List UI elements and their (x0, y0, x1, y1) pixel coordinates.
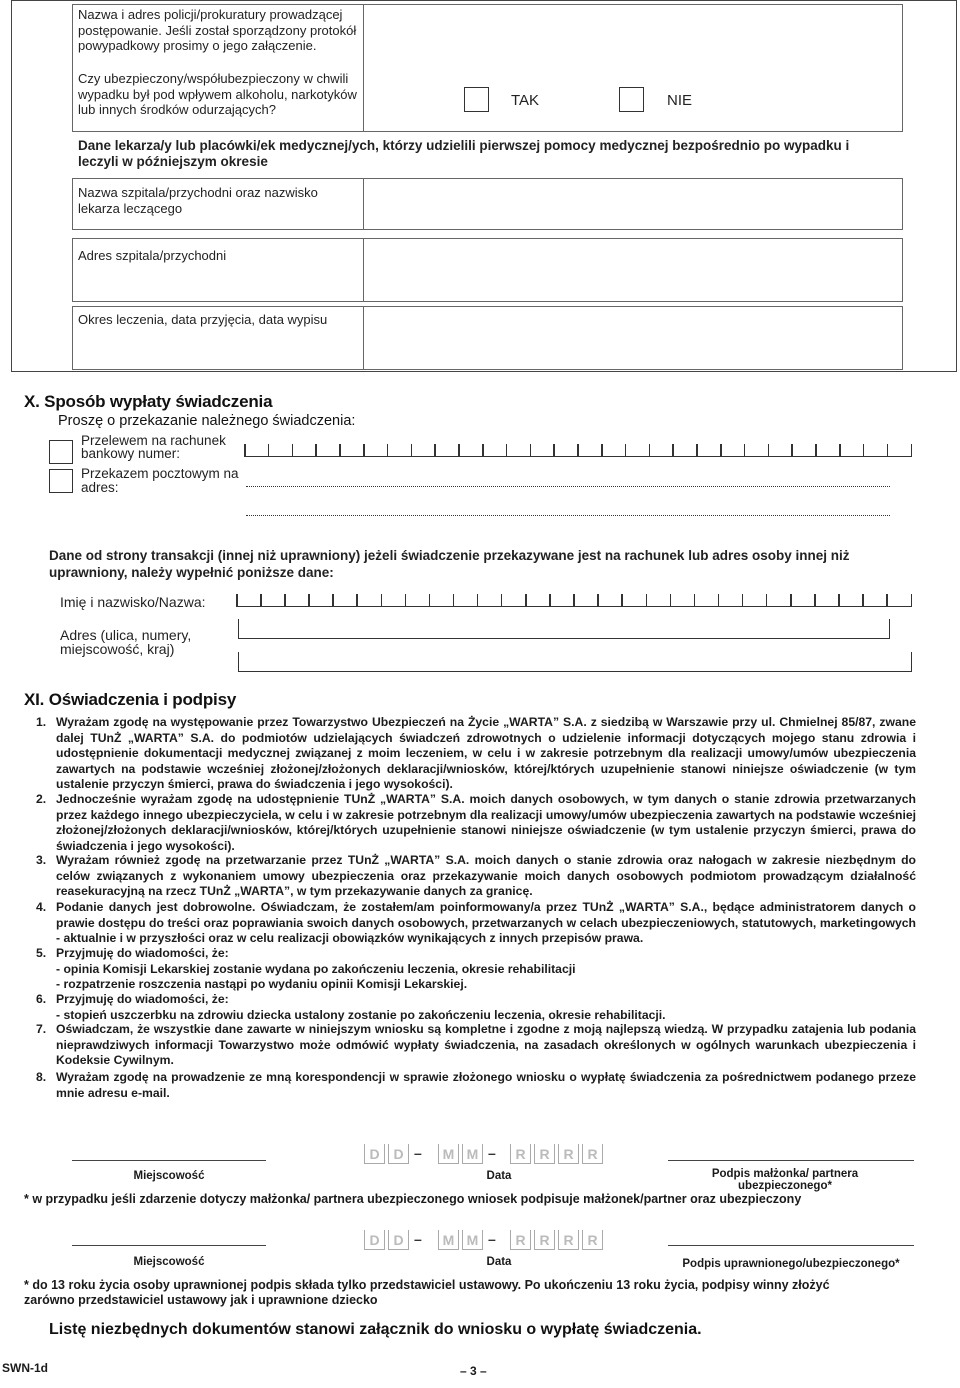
treatment-period-label: Okres leczenia, data przyjęcia, data wypisu (78, 312, 328, 327)
declaration-item (36, 715, 916, 793)
address-input-2[interactable] (238, 652, 912, 672)
bank-transfer-checkbox[interactable] (49, 440, 73, 464)
date-digit-cell[interactable]: R (534, 1144, 555, 1164)
attachment-note: Listę niezbędnych dokumentów stanowi załącznik do wniosku o wypłatę świadczenia. (49, 1321, 702, 1338)
postal-label: Przekazem pocztowym na adres: (81, 466, 239, 495)
declaration-text: Wyrażam również zgodę na przetwarzanie przez TUnŻ „WARTA” S.A. moich danych o stanie zdrowia oraz nałogach w zakresie niezbędnym do celów związanych z wykonaniem umowy ubezpieczenia oraz przekazywanie moich danych osobowych podmiotom prowadzącym działalność reasekuracyjną na rzecz TUnŻ „WARTA”, w tym przekazywanie danych za granicę. (56, 853, 916, 899)
declaration-number: 6. (36, 992, 47, 1006)
comb-tick (862, 594, 864, 606)
comb-tick (768, 444, 770, 456)
date-digit-cell[interactable]: M (462, 1230, 483, 1250)
date-dash: – (414, 1231, 422, 1247)
date-digit-cell[interactable]: M (438, 1144, 459, 1164)
comb-tick (744, 444, 746, 456)
comb-tick (553, 444, 555, 456)
comb-tick (911, 444, 913, 456)
date-digit-cell[interactable]: M (438, 1230, 459, 1250)
declaration-text: Wyrażam zgodę na występowanie przez Towarzystwo Ubezpieczeń na Życie „WARTA” S.A. z siedzibą w Warszawie przy ul. Chmielnej 85/87, zwane dalej TUnŻ „WARTA” S.A. do podmiotów udzielających świadczeń zdrowotnych o udzielenie informacji dotyczących mojego stanu zdrowia i udostępnienie dokumentacji medycznej związanej z moim leczeniem, w celu i w zakresie potrzebnym dla realizacji umowy/umów ubezpieczenia zawartych na podstawie wcześniej złożonej/złożonych deklaracji/wniosków, której/których uzupełnienie stanowi niniejsze oświadczenie (w tym ustalenie przyczyn śmierci, prawa do świadczenia i jego wysokości). (56, 715, 916, 792)
hospital-address-field[interactable] (363, 238, 903, 302)
name-label: Imię i nazwisko/Nazwa: (60, 594, 206, 610)
declaration-number: 8. (36, 1070, 47, 1084)
comb-tick (911, 594, 913, 606)
declaration-text: Wyrażam zgodę na prowadzenie ze mną korespondencji w sprawie złożonego wniosku o wypłatę świadczenia za pośrednictwem podanego przeze mnie adresu e-mail. (56, 1070, 916, 1100)
comb-tick (308, 594, 310, 606)
comb-tick (694, 594, 696, 606)
declaration-text: Przyjmuję do wiadomości, że: - stopień uszczerbku na zdrowiu dziecka ustalony zostanie po zakończeniu leczenia, okresie rehabilitacji. (56, 992, 666, 1022)
declaration-item (36, 946, 916, 993)
date-digit-cell[interactable]: R (510, 1144, 531, 1164)
declaration-text: Oświadczam, że wszystkie dane zawarte w niniejszym wniosku są kompletne i zgodne z moją najlepszą wiedzą. W przypadku zatajenia lub podania nieprawdziwych informacji Towarzystwo może odmówić wypłaty świadczenia, na zasadach określonych w ogólnych warunkach ubezpieczenia i Kodeksie Cywilnym. (56, 1022, 916, 1068)
insured-signature-label: Podpis uprawnionego/ubezpieczonego* (682, 1258, 900, 1270)
date-digit-cell[interactable]: R (582, 1144, 603, 1164)
doctor-heading: Dane lekarza/y lub placówki/ek medycznej/ych, którzy udzielili pierwszej pomocy medycznej bezpośrednio po wypadku i leczyli w późniejszym okresie (78, 138, 850, 169)
alcohol-question: Czy ubezpieczony/współubezpieczony w chwili wypadku był pod wpływem alkoholu, narkotyków lub innych środków odurzających? (78, 71, 357, 117)
date-label-2: Data (486, 1256, 512, 1268)
comb-tick (814, 594, 816, 606)
declaration-item (36, 900, 916, 947)
date-digit-cell[interactable]: R (558, 1230, 579, 1250)
declaration-item (36, 853, 916, 900)
comb-tick (268, 444, 270, 456)
hospital-address-label: Adres szpitala/przychodni (78, 248, 227, 263)
comb-tick (434, 444, 436, 456)
date-digit-cell[interactable]: D (364, 1144, 385, 1164)
date-dash: – (488, 1231, 496, 1247)
comb-tick (718, 594, 720, 606)
date-digit-cell[interactable]: D (364, 1230, 385, 1250)
insured-signature-line[interactable] (668, 1245, 914, 1246)
comb-tick (815, 444, 817, 456)
declaration-text: Jednocześnie wyrażam zgodę na udostępnienie TUnŻ „WARTA” S.A. moich danych osobowych, w tym danych o stanie zdrowia przetwarzanych przez każdego innego ubezpieczyciela, w celu i w zakresie potrzebnym dla realizacji umowy/umów ubezpieczenia zawartych na podstawie wcześniej złożonej/złożonych deklaracji/wniosków, której/których uzupełnienie stanowi niniejsze oświadczenie (w tym ustalenie przyczyn śmierci, prawa do świadczenia i jego wysokości). (56, 792, 916, 853)
place-label-2: Miejscowość (133, 1256, 205, 1268)
comb-tick (339, 444, 341, 456)
comb-tick (573, 594, 575, 606)
comb-tick (453, 594, 455, 606)
declaration-item (36, 992, 916, 1023)
spouse-signature-label: Podpis małżonka/ partnera ubezpieczonego* (711, 1168, 859, 1192)
date-dash: – (488, 1145, 496, 1161)
comb-tick (720, 444, 722, 456)
comb-tick (766, 594, 768, 606)
declaration-item (36, 792, 916, 854)
comb-tick (381, 594, 383, 606)
comb-tick (292, 444, 294, 456)
comb-tick (506, 444, 508, 456)
date-digit-cell[interactable]: D (388, 1144, 409, 1164)
comb-tick (530, 444, 532, 456)
postal-checkbox[interactable] (49, 469, 73, 493)
comb-tick (696, 444, 698, 456)
minor-note: * do 13 roku życia osoby uprawnionej podpis składa tylko przedstawiciel ustawowy. Po ukończeniu 13 roku życia, podpisy winny złożyć zarówno przedstawiciel ustawowy jak i uprawnione dziecko (24, 1278, 830, 1307)
date-field-2[interactable] (364, 1230, 614, 1252)
comb-tick (332, 594, 334, 606)
date-digit-cell[interactable]: D (388, 1230, 409, 1250)
date-field-1[interactable] (364, 1144, 614, 1166)
declarations-heading: XI. Oświadczenia i podpisy (24, 690, 237, 709)
comb-tick (577, 444, 579, 456)
spouse-note: * w przypadku jeśli zdarzenie dotyczy małżonka/ partnera ubezpieczonego wniosek podpisuje małżonek/partner oraz ubezpieczony (24, 1192, 802, 1206)
form-code: SWN-1d (2, 1361, 48, 1375)
hospital-name-label: Nazwa szpitala/przychodni oraz nazwisko lekarza leczącego (78, 185, 318, 216)
comb-tick (236, 594, 238, 606)
yes-checkbox[interactable] (464, 87, 489, 112)
comb-tick (411, 444, 413, 456)
comb-tick (839, 444, 841, 456)
comb-tick (790, 594, 792, 606)
comb-tick (501, 594, 503, 606)
date-digit-cell[interactable]: M (462, 1144, 483, 1164)
date-digit-cell[interactable]: R (534, 1230, 555, 1250)
declaration-item (36, 1022, 916, 1069)
comb-tick (429, 594, 431, 606)
date-label-1: Data (486, 1170, 512, 1182)
comb-tick (387, 444, 389, 456)
hospital-name-field[interactable] (363, 178, 903, 230)
comb-tick (482, 444, 484, 456)
comb-tick (356, 594, 358, 606)
comb-tick (625, 444, 627, 456)
third-party-text: Dane od strony transakcji (innej niż uprawniony) jeżeli świadczenie przekazywane jest na rachunek lub adres osoby innej niż uprawniony, należy wypełnić poniższe dane: (49, 548, 850, 580)
name-input[interactable] (236, 589, 912, 607)
declaration-text: Przyjmuję do wiadomości, że: - opinia Komisji Lekarskiej zostanie wydana po zakończeniu leczenia, okresie rehabilitacji - rozpatrzenie roszczenia nastąpi po wydaniu opinii Komisji Lekarskiej. (56, 946, 576, 992)
comb-tick (742, 594, 744, 606)
payment-heading: X. Sposób wypłaty świadczenia (24, 392, 273, 411)
date-digit-cell[interactable]: R (582, 1230, 603, 1250)
declaration-number: 5. (36, 946, 47, 960)
comb-tick (791, 444, 793, 456)
place-label-1: Miejscowość (133, 1170, 205, 1182)
comb-tick (887, 444, 889, 456)
comb-tick (315, 444, 317, 456)
address-label: Adres (ulica, numery, miejscowość, kraj) (60, 627, 192, 657)
comb-tick (863, 444, 865, 456)
comb-tick (597, 594, 599, 606)
comb-tick (244, 444, 246, 456)
police-label: Nazwa i adres policji/prokuratury prowadzącej postępowanie. Jeśli został sporządzony protokół powypadkowy prosimy o jego załączenie. (78, 7, 357, 53)
comb-tick (549, 594, 551, 606)
comb-tick (284, 594, 286, 606)
declaration-number: 2. (36, 792, 47, 806)
police-answer-field[interactable] (363, 4, 903, 132)
comb-tick (405, 594, 407, 606)
place-line-1[interactable] (72, 1160, 266, 1161)
date-digit-cell[interactable]: R (510, 1230, 531, 1250)
payment-request: Proszę o przekazanie należnego świadczenia: (58, 413, 356, 429)
comb-tick (601, 444, 603, 456)
treatment-period-field[interactable] (363, 306, 903, 370)
declaration-number: 7. (36, 1022, 47, 1036)
comb-tick (646, 594, 648, 606)
bank-account-input[interactable] (244, 439, 912, 457)
comb-tick (621, 594, 623, 606)
comb-tick (525, 594, 527, 606)
date-digit-cell[interactable]: R (558, 1144, 579, 1164)
address-input-1[interactable] (238, 619, 890, 639)
spouse-signature-line[interactable] (668, 1160, 914, 1161)
comb-tick (838, 594, 840, 606)
no-checkbox[interactable] (619, 87, 644, 112)
declaration-number: 4. (36, 900, 47, 914)
no-label: NIE (667, 92, 693, 109)
postal-address-line-2[interactable] (246, 515, 890, 516)
declaration-number: 3. (36, 853, 47, 867)
comb-tick (672, 444, 674, 456)
declaration-item (36, 1070, 916, 1101)
comb-tick (363, 444, 365, 456)
comb-tick (260, 594, 262, 606)
postal-address-line-1[interactable] (246, 486, 890, 487)
comb-tick (477, 594, 479, 606)
bank-transfer-label: Przelewem na rachunek bankowy numer: (81, 433, 226, 461)
comb-tick (670, 594, 672, 606)
declaration-number: 1. (36, 715, 47, 729)
yes-label: TAK (511, 92, 540, 109)
declaration-text: Podanie danych jest dobrowolne. Oświadczam, że zostałem/am poinformowany/a przez TUnŻ „WARTA” S.A., będące administratorem danych o prawie dostępu do treści oraz poprawiania swoich danych osobowych, przetwarzanych w celach ubezpieczeniowych, statutowych, marketingowych - aktualnie i w przyszłości oraz w celu realizacji obowiązków wynikających z innych przepisów prawa. (56, 900, 916, 946)
place-line-2[interactable] (72, 1245, 266, 1246)
page-number: – 3 – (460, 1364, 487, 1378)
comb-tick (458, 444, 460, 456)
comb-tick (649, 444, 651, 456)
date-dash: – (414, 1145, 422, 1161)
comb-tick (886, 594, 888, 606)
